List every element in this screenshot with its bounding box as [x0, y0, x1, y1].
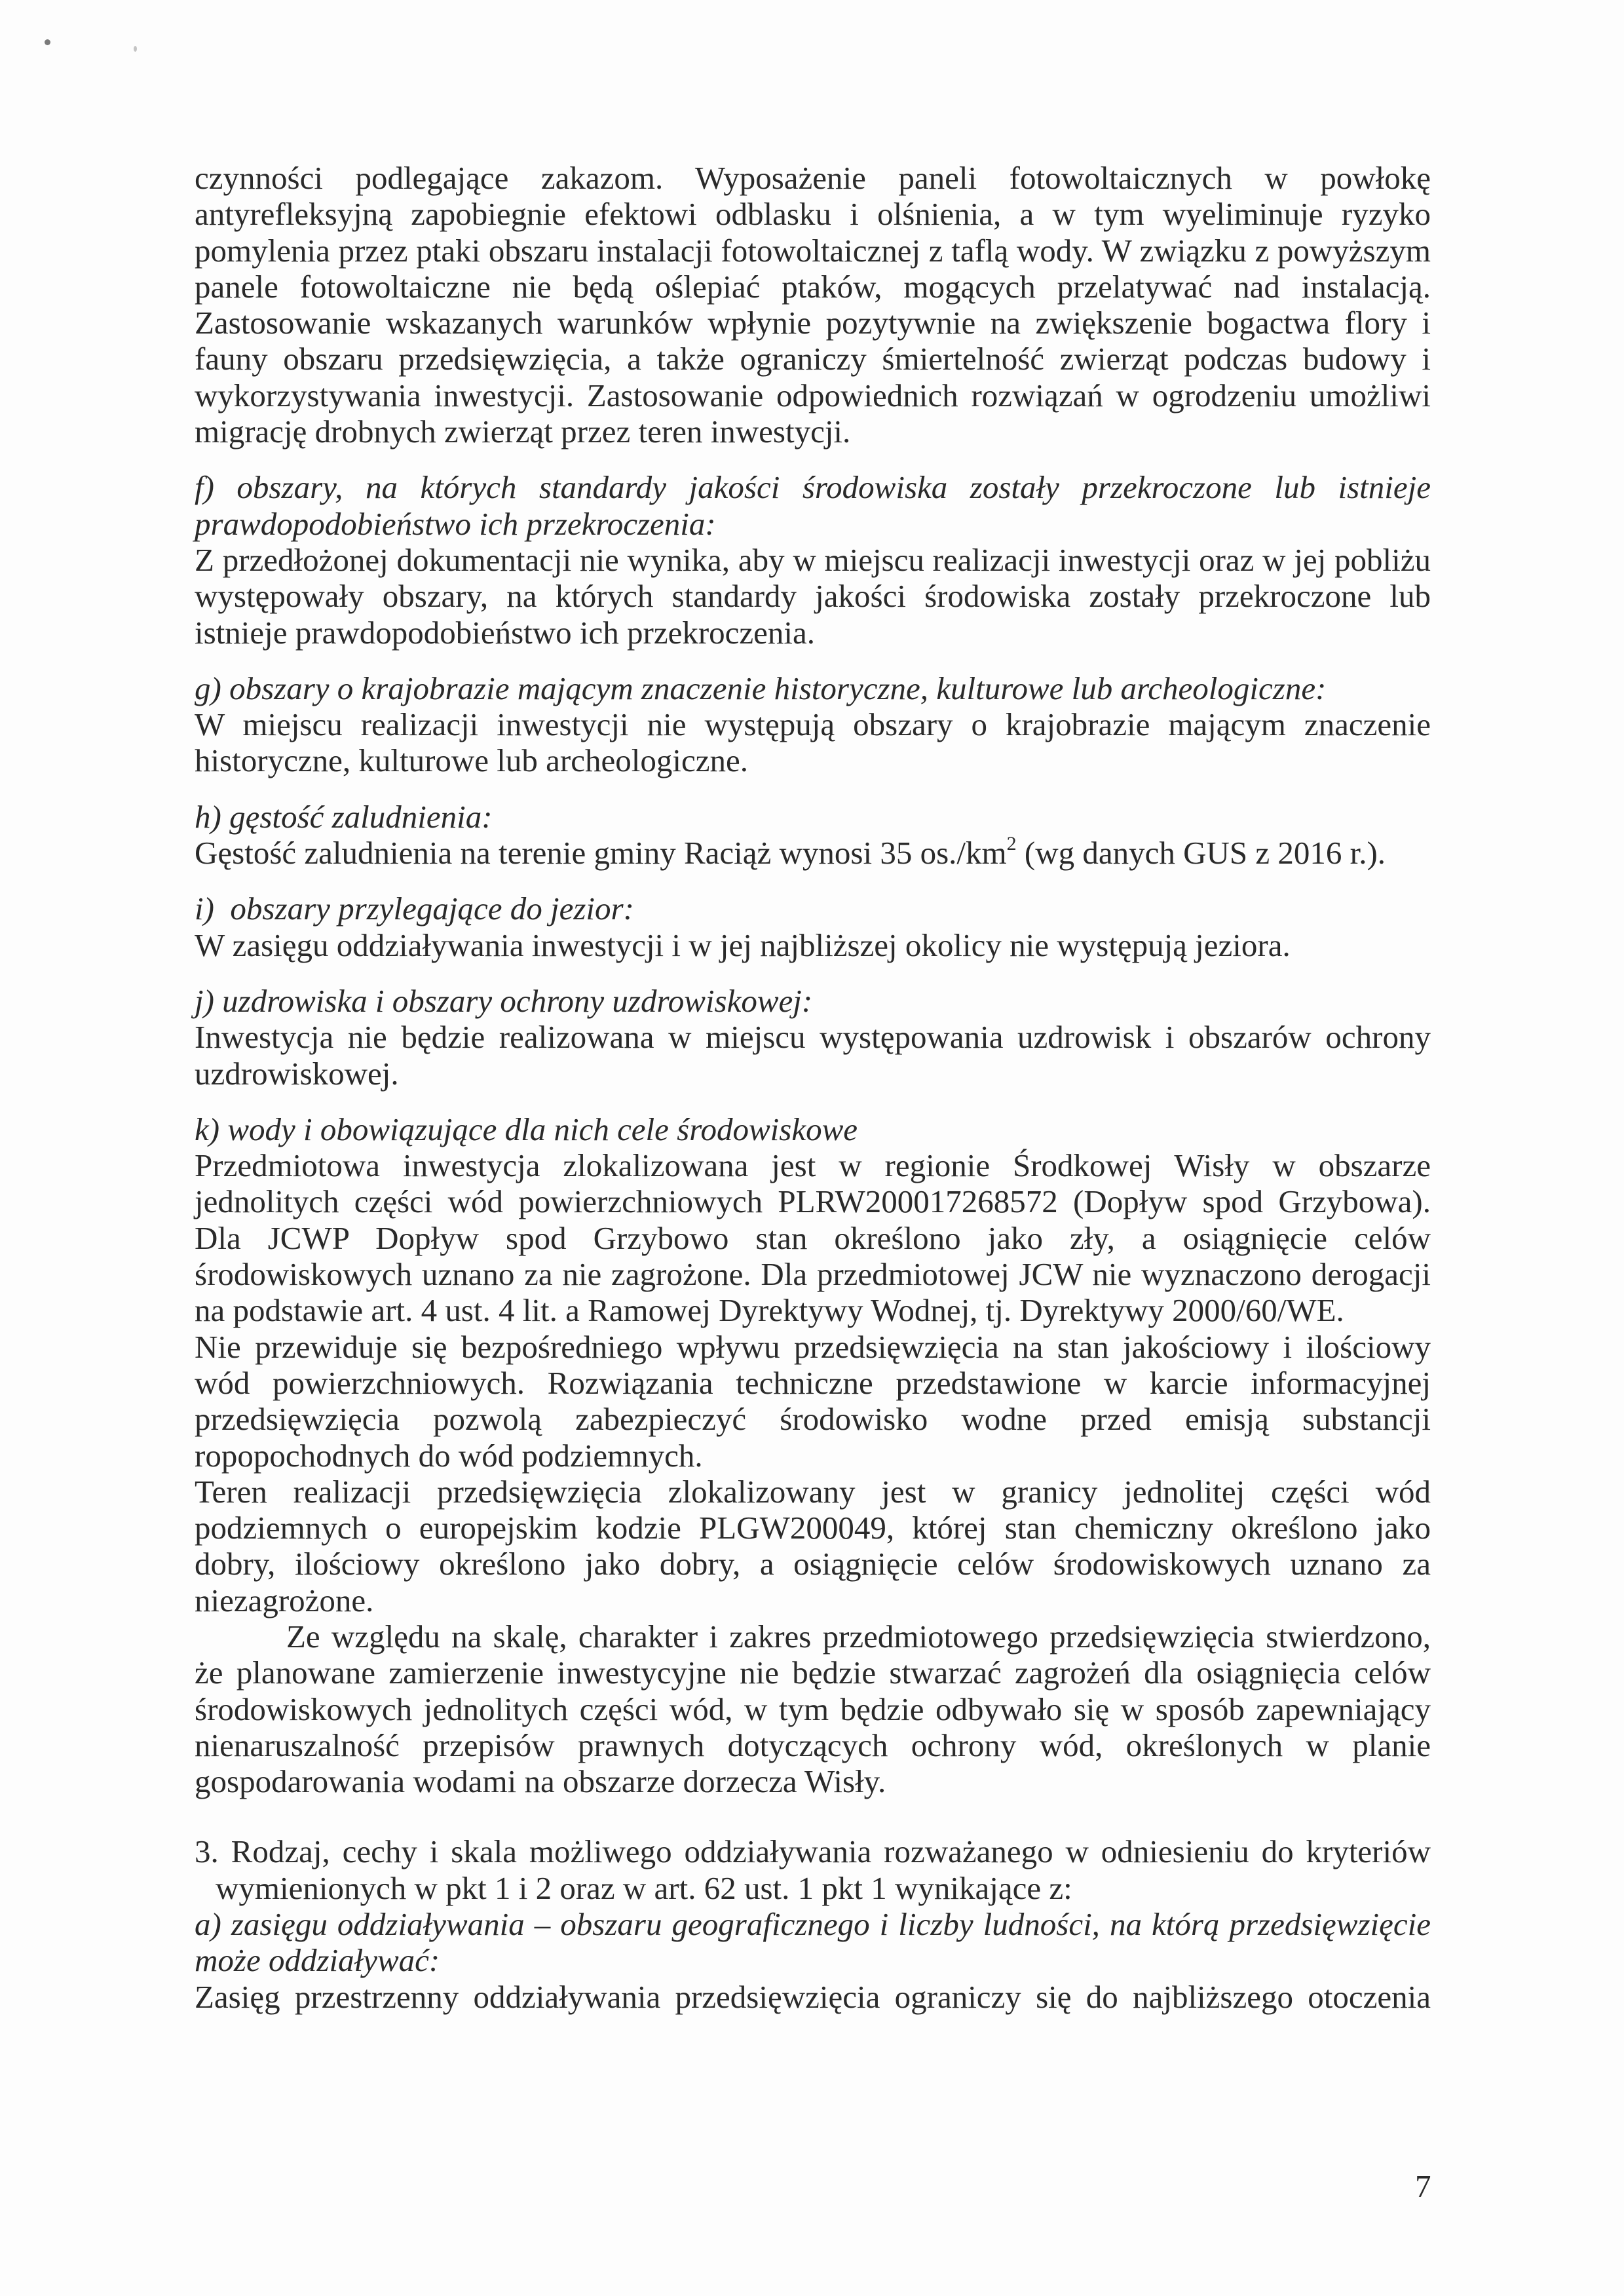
superscript: 2	[1006, 832, 1017, 854]
section-f	[195, 469, 1431, 650]
intro-paragraph: czynności podlegające zakazom. Wyposażenie paneli fotowoltaicznych w powłokę antyrefleksyjną zapobiegnie efektowi odblasku i olśnienia, a w tym wyeliminuje ryzyko pomylenia przez ptaki obszaru instalacji fotowoltaicznej z taflą wody. W związku z powyższym panele fotowoltaiczne nie będą oślepiać ptaków, mogących przelatywać nad instalacją. Zastosowanie wskazanych warunków wpłynie pozytywnie na zwiększenie bogactwa flory i fauny obszaru przedsięwzięcia, a także ograniczy śmiertelność zwierząt podczas budowy i wykorzystywania inwestycji. Zastosowanie odpowiednich rozwiązań w ogrodzeniu umożliwi migrację drobnych zwierząt przez teren inwestycji.	[195, 160, 1431, 450]
document-body	[195, 160, 1431, 2015]
section-k-conclusion: Ze względu na skalę, charakter i zakres przedmiotowego przedsięwzięcia stwierdzono, że planowane zamierzenie inwestycyjne nie będzie stwarzać zagrożeń dla osiągnięcia celów środowiskowych jednolitych części wód, w tym będzie odbywało się w sposób zapewniający nienaruszalność przepisów prawnych dotyczących ochrony wód, określonych w planie gospodarowania wodami na obszarze dorzecza Wisły.	[195, 1618, 1431, 1800]
section-k	[195, 1111, 1431, 1800]
scan-speck	[45, 39, 50, 45]
section-j-heading: j) uzdrowiska i obszary ochrony uzdrowiskowej:	[195, 982, 813, 1019]
section-i-body: W zasięgu oddziaływania inwestycji i w jej najbliższej okolicy nie występują jeziora.	[195, 927, 1291, 963]
spacer	[195, 651, 1431, 670]
section-i	[195, 890, 1431, 963]
section-k-heading: k) wody i obowiązujące dla nich cele środowiskowe	[195, 1111, 858, 1147]
spacer	[195, 450, 1431, 469]
section-j	[195, 983, 1431, 1092]
section-g	[195, 670, 1431, 779]
section-k-paragraph: Nie przewiduje się bezpośredniego wpływu przedsięwzięcia na stan jakościowy i ilościowy wód powierzchniowych. Rozwiązania techniczne przedstawione w karcie informacyjnej przedsięwzięcia pozwolą zabezpieczyć środowisko wodne przed emisją substancji ropopochodnych do wód podziemnych.	[195, 1328, 1431, 1474]
section-k-paragraph: Teren realizacji przedsięwzięcia zlokalizowany jest w granicy jednolitej części wód podziemnych o europejskim kodzie PLGW200049, której stan chemiczny określono jako dobry, ilościowy określono jako dobry, a osiągnięcie celów środowiskowych uznano za niezagrożone.	[195, 1473, 1431, 1618]
section-k-paragraph: Przedmiotowa inwestycja zlokalizowana jest w regionie Środkowej Wisły w obszarze jednolitych części wód powierzchniowych PLRW200017268572 (Dopływ spod Grzybowa). Dla JCWP Dopływ spod Grzybowo stan określono jako zły, a osiągnięcie celów środowiskowych uznano za nie zagrożone. Dla przedmiotowej JCW nie wyznaczono derogacji na podstawie art. 4 ust. 4 lit. a Ramowej Dyrektywy Wodnej, tj. Dyrektywy 2000/60/WE.	[195, 1147, 1431, 1329]
section-h-heading: h) gęstość zaludnienia:	[195, 798, 493, 835]
density-text: Gęstość zaludnienia na terenie gminy Raciąż wynosi 35 os./km	[195, 835, 1007, 871]
section-h-body	[195, 832, 1431, 871]
spacer	[195, 779, 1431, 799]
point-3-line2: wymienionych w pkt 1 i 2 oraz w art. 62 ust. 1 pkt 1 wynikające z:	[216, 1869, 1072, 1906]
point-3-sub-a-body: Zasięg przestrzenny oddziaływania przedsięwzięcia ograniczy się do najbliższego otoczenia	[195, 1978, 1431, 2015]
page-number: 7	[1415, 2168, 1431, 2204]
section-h	[195, 799, 1431, 871]
spacer	[195, 963, 1431, 983]
section-i-heading: i) obszary przylegające do jezior:	[195, 890, 634, 927]
point-3-line1: 3. Rodzaj, cechy i skala możliwego oddziaływania rozważanego w odniesieniu do kryteriów	[195, 1833, 1431, 1870]
spacer	[195, 1092, 1431, 1111]
scan-speck	[134, 46, 137, 52]
point-3-sub-a-heading: a) zasięgu oddziaływania – obszaru geograficznego i liczby ludności, na którą przedsięwzięcie może oddziaływać:	[195, 1906, 1431, 1979]
section-f-heading: f) obszary, na których standardy jakości środowiska zostały przekroczone lub istnieje prawdopodobieństwo ich przekroczenia:	[195, 469, 1431, 542]
section-g-heading: g) obszary o krajobrazie mającym znaczenie historyczne, kulturowe lub archeologiczne:	[195, 670, 1327, 706]
section-j-body: Inwestycja nie będzie realizowana w miejscu występowania uzdrowisk i obszarów ochrony uzdrowiskowej.	[195, 1019, 1431, 1092]
spacer	[195, 871, 1431, 890]
point-3	[195, 1833, 1431, 2014]
section-g-body: W miejscu realizacji inwestycji nie występują obszary o krajobrazie mającym znaczenie historyczne, kulturowe lub archeologiczne.	[195, 706, 1431, 779]
density-source: (wg danych GUS z 2016 r.).	[1016, 835, 1386, 871]
spacer	[195, 1799, 1431, 1833]
section-f-body: Z przedłożonej dokumentacji nie wynika, aby w miejscu realizacji inwestycji oraz w jej pobliżu występowały obszary, na których standardy jakości środowiska zostały przekroczone lub istnieje prawdopodobieństwo ich przekroczenia.	[195, 541, 1431, 651]
